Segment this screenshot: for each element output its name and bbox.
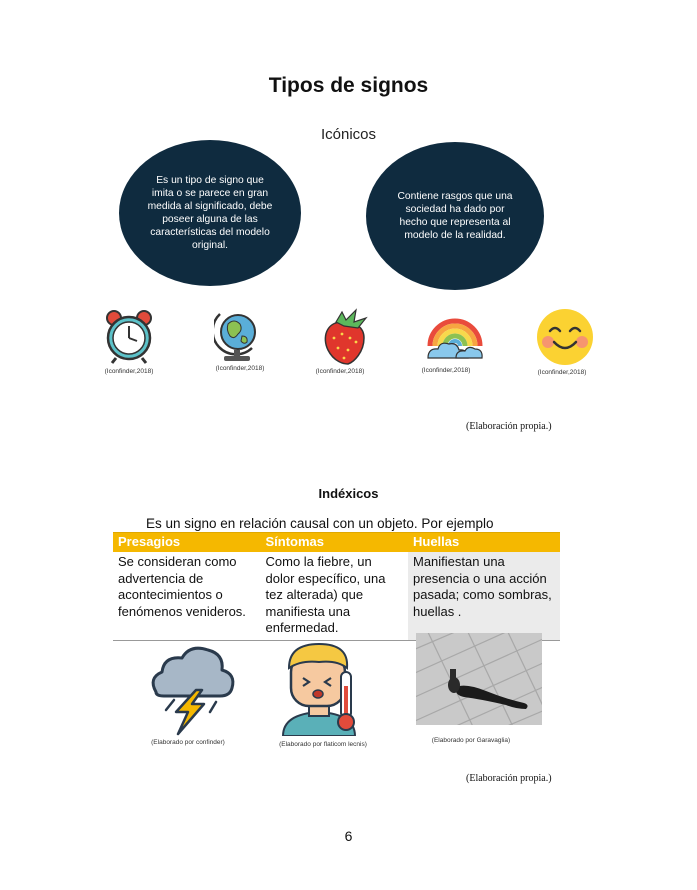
strawberry-icon bbox=[320, 308, 374, 366]
source-note: (Elaboración propia.) bbox=[466, 773, 552, 784]
table-cell: Se consideran como advertencia de acontecimientos o fenómenos venideros. bbox=[113, 552, 261, 640]
indexical-heading: Indéxicos bbox=[318, 486, 379, 501]
bubble-definition bbox=[119, 140, 301, 286]
iconic-heading: Icónicos bbox=[320, 126, 377, 143]
globe-icon bbox=[214, 306, 260, 364]
bubble-convention bbox=[366, 142, 544, 290]
table-cell: Manifiestan una presencia o una acción pasada; como sombras, huellas . bbox=[408, 552, 560, 640]
icon-caption: (Iconfinder,2018) bbox=[315, 368, 365, 375]
sick-person-icon bbox=[275, 642, 365, 736]
icon-caption: (Iconfinder,2018) bbox=[537, 369, 587, 376]
column-header: Síntomas bbox=[261, 533, 409, 553]
bubble-definition-text: Es un tipo de signo que imita o se parece en gran medida al significado, debe poseer alguna de las características del modelo original. bbox=[147, 175, 273, 251]
image-caption: (Elaborado por Garavaglia) bbox=[431, 737, 511, 744]
page-number: 6 bbox=[344, 828, 353, 844]
icon-caption: (Iconfinder,2018) bbox=[421, 367, 471, 374]
icon-caption: (Iconfinder,2018) bbox=[104, 368, 154, 375]
storm-cloud-icon bbox=[146, 640, 238, 736]
indexical-intro: Es un signo en relación causal con un objeto. Por ejemplo bbox=[146, 516, 494, 531]
icon-caption: (Iconfinder,2018) bbox=[215, 365, 265, 372]
image-caption: (Elaborado por flaticom lecnis) bbox=[279, 741, 367, 748]
column-header: Huellas bbox=[408, 533, 560, 553]
alarm-clock-icon bbox=[104, 308, 154, 364]
page-title: Tipos de signos bbox=[268, 74, 429, 97]
indexical-table bbox=[113, 532, 560, 641]
image-caption: (Elaborado por confinder) bbox=[151, 739, 225, 746]
table-header-row bbox=[113, 533, 560, 553]
table-row bbox=[113, 552, 560, 640]
shadow-photo bbox=[416, 633, 542, 725]
table-cell: Como la fiebre, un dolor específico, una tez alterada) que manifiesta una enfermedad. bbox=[261, 552, 409, 640]
bubble-convention-text: Contiene rasgos que una sociedad ha dado por hecho que representa al modelo de la realidad. bbox=[397, 191, 513, 241]
smiley-icon bbox=[536, 308, 594, 366]
column-header: Presagios bbox=[113, 533, 261, 553]
source-note: (Elaboración propia.) bbox=[466, 421, 552, 432]
rainbow-icon bbox=[426, 310, 484, 362]
